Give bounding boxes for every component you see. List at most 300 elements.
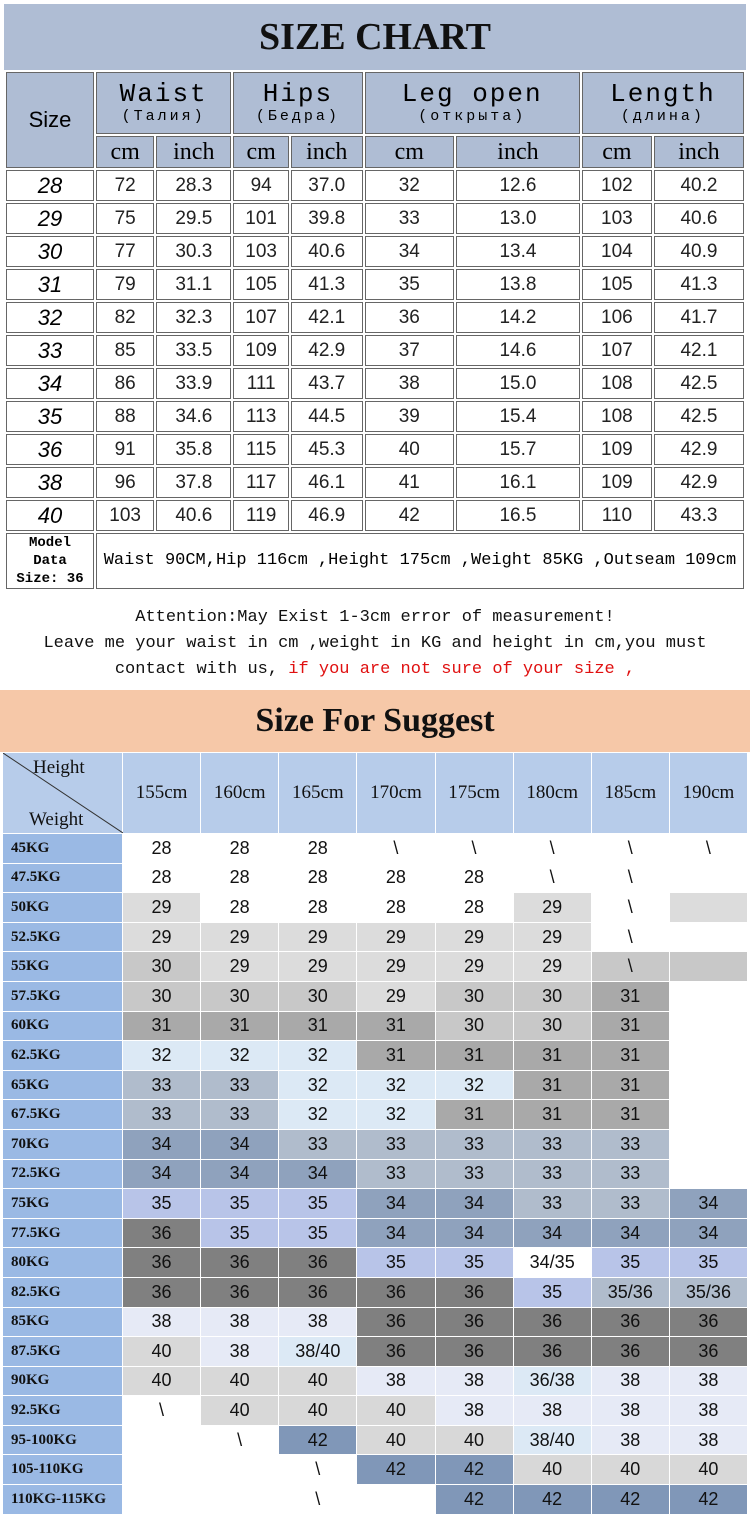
measurement-cell: 43.3 [654,500,744,531]
weight-label: 92.5KG [3,1396,123,1426]
measurement-cell: 110 [582,500,652,531]
suggested-size-cell: 38 [669,1396,747,1426]
weight-label: 60KG [3,1011,123,1041]
size-cell: 30 [6,236,94,267]
unit-inch: inch [654,136,744,168]
suggested-size-cell: 29 [435,922,513,952]
weight-label: 72.5KG [3,1159,123,1189]
weight-label: 87.5KG [3,1337,123,1367]
suggested-size-cell: 32 [279,1070,357,1100]
suggested-size-cell: 42 [591,1485,669,1515]
suggested-size-cell: 28 [201,834,279,864]
corner-weight-label: Weight [29,809,84,830]
suggested-size-cell [669,1159,747,1189]
size-row [6,335,744,366]
weight-row [3,1396,748,1426]
suggested-size-cell: 36 [357,1337,435,1367]
suggested-size-cell: 32 [435,1070,513,1100]
suggested-size-cell [669,981,747,1011]
measurement-cell: 31.1 [156,269,231,300]
suggested-size-cell: \ [123,1396,201,1426]
leg-open-header-en: Leg open [401,79,543,109]
hips-header-en: Hips [262,79,334,109]
suggested-size-cell: 28 [279,863,357,893]
measurement-cell: 13.0 [456,203,580,234]
measurement-cell: 109 [582,434,652,465]
size-suggest-section [0,690,750,1524]
suggested-size-cell: 42 [669,1485,747,1515]
model-data-row [6,533,744,589]
weight-label: 55KG [3,952,123,982]
measurement-cell: 103 [233,236,289,267]
suggested-size-cell: 36 [513,1307,591,1337]
weight-row [3,893,748,923]
length-header [582,72,744,134]
weight-row [3,1277,748,1307]
suggested-size-cell [669,1129,747,1159]
measurement-cell: 46.9 [291,500,363,531]
waist-header-ru: (Талия) [121,108,206,125]
suggested-size-cell: 33 [279,1129,357,1159]
weight-row [3,1011,748,1041]
suggested-size-cell: 38 [591,1366,669,1396]
suggested-size-cell: 31 [513,1100,591,1130]
suggested-size-cell: 29 [123,893,201,923]
suggested-size-cell: 38 [513,1396,591,1426]
suggested-size-cell: 33 [357,1129,435,1159]
measurement-cell: 102 [582,170,652,201]
suggested-size-cell: 36 [435,1307,513,1337]
suggested-size-cell: 28 [123,834,201,864]
suggested-size-cell: \ [669,834,747,864]
suggested-size-cell: 40 [279,1366,357,1396]
measurement-cell: 79 [96,269,154,300]
measurement-cell: 88 [96,401,154,432]
measurement-cell: 30.3 [156,236,231,267]
measurement-cell: 119 [233,500,289,531]
size-row [6,236,744,267]
suggested-size-cell: 42 [435,1485,513,1515]
suggested-size-cell: 36 [201,1277,279,1307]
measurement-cell: 15.0 [456,368,580,399]
suggested-size-cell: 36/38 [513,1366,591,1396]
size-cell: 40 [6,500,94,531]
suggested-size-cell: 42 [513,1485,591,1515]
size-row [6,368,744,399]
suggested-size-cell: 36 [357,1307,435,1337]
suggested-size-cell: 34/35 [513,1248,591,1278]
suggested-size-cell: 31 [591,1011,669,1041]
measurement-cell: 29.5 [156,203,231,234]
measurement-cell: 41.7 [654,302,744,333]
suggested-size-cell: 32 [201,1041,279,1071]
measurement-cell: 108 [582,368,652,399]
measurement-cell: 12.6 [456,170,580,201]
suggested-size-cell: 35 [435,1248,513,1278]
model-label-line: Data [33,553,67,569]
suggested-size-cell [669,952,747,982]
suggested-size-cell [669,863,747,893]
measurement-cell: 42.9 [654,434,744,465]
suggested-size-cell: \ [591,863,669,893]
measurement-cell: 108 [582,401,652,432]
measurement-cell: 41.3 [291,269,363,300]
measurement-cell: 109 [582,467,652,498]
suggested-size-cell: 29 [201,952,279,982]
suggested-size-cell: 29 [513,893,591,923]
suggested-size-cell [201,1485,279,1515]
suggested-size-cell: 36 [435,1337,513,1367]
suggested-size-cell [669,1011,747,1041]
measurement-cell: 16.1 [456,467,580,498]
suggested-size-cell: 29 [357,922,435,952]
measurement-cell: 106 [582,302,652,333]
measurement-cell: 109 [233,335,289,366]
weight-label: 82.5KG [3,1277,123,1307]
measurement-cell: 94 [233,170,289,201]
measurement-cell: 39.8 [291,203,363,234]
size-cell: 36 [6,434,94,465]
height-header: 165cm [279,753,357,834]
suggested-size-cell: 30 [435,1011,513,1041]
suggested-size-cell: 35 [279,1218,357,1248]
suggested-size-cell: 38/40 [279,1337,357,1367]
measurement-cell: 33 [365,203,455,234]
unsure-size-note: if you are not sure of your size , [288,660,636,679]
suggested-size-cell: 42 [279,1425,357,1455]
weight-label: 50KG [3,893,123,923]
suggested-size-cell: 36 [513,1337,591,1367]
suggested-size-cell: 42 [435,1455,513,1485]
suggested-size-cell: 33 [201,1070,279,1100]
suggested-size-cell: 40 [669,1455,747,1485]
suggested-size-cell: 29 [513,952,591,982]
size-suggest-table [2,752,748,1515]
weight-row [3,981,748,1011]
height-header: 190cm [669,753,747,834]
measurement-cell: 103 [582,203,652,234]
suggested-size-cell: \ [357,834,435,864]
hips-header [233,72,362,134]
suggested-size-cell: 35 [279,1189,357,1219]
suggested-size-cell: 38 [591,1425,669,1455]
waist-header-en: Waist [119,79,208,109]
measurement-cell: 13.8 [456,269,580,300]
weight-label: 62.5KG [3,1041,123,1071]
suggested-size-cell: 33 [591,1129,669,1159]
unit-inch: inch [291,136,363,168]
measurement-cell: 37.0 [291,170,363,201]
size-row [6,500,744,531]
measurement-cell: 113 [233,401,289,432]
model-data-label [6,533,94,589]
height-header: 155cm [123,753,201,834]
length-header-en: Length [610,79,716,109]
suggested-size-cell: 33 [123,1100,201,1130]
unit-cm: cm [365,136,455,168]
suggested-size-cell: 34 [201,1159,279,1189]
measurement-cell: 42.9 [654,467,744,498]
suggested-size-cell: 38 [201,1337,279,1367]
suggested-size-cell: 32 [279,1041,357,1071]
suggested-size-cell: 34 [201,1129,279,1159]
contact-note: Leave me your waist in cm ,weight in KG and height in cm,you must [43,634,707,653]
suggested-size-cell: 36 [669,1307,747,1337]
unit-inch: inch [156,136,231,168]
weight-row [3,1100,748,1130]
unit-inch: inch [456,136,580,168]
suggested-size-cell [123,1485,201,1515]
suggested-size-cell: \ [435,834,513,864]
suggested-size-cell: 30 [513,981,591,1011]
suggested-size-cell: 34 [669,1218,747,1248]
size-cell: 29 [6,203,94,234]
weight-row [3,1218,748,1248]
suggested-size-cell: 31 [591,1100,669,1130]
measurement-cell: 33.5 [156,335,231,366]
size-cell: 38 [6,467,94,498]
weight-label: 67.5KG [3,1100,123,1130]
size-row [6,467,744,498]
suggested-size-cell: 30 [513,1011,591,1041]
suggested-size-cell: 36 [201,1248,279,1278]
suggested-size-cell: 36 [591,1307,669,1337]
size-chart-title: SIZE CHART [4,4,746,70]
suggested-size-cell: 29 [435,952,513,982]
measurement-cell: 105 [582,269,652,300]
measurement-cell: 16.5 [456,500,580,531]
suggested-size-cell: \ [513,834,591,864]
measurement-cell: 46.1 [291,467,363,498]
measurement-cell: 15.4 [456,401,580,432]
weight-label: 57.5KG [3,981,123,1011]
size-row [6,302,744,333]
measurement-cell: 43.7 [291,368,363,399]
size-chart-table [4,70,746,591]
suggested-size-cell: 38 [357,1366,435,1396]
measurement-cell: 75 [96,203,154,234]
suggested-size-cell: 40 [123,1366,201,1396]
unit-cm: cm [582,136,652,168]
measurement-cell: 42 [365,500,455,531]
measurement-cell: 40.6 [156,500,231,531]
suggested-size-cell: 35 [123,1189,201,1219]
measurement-cell: 82 [96,302,154,333]
suggested-size-cell: 29 [279,922,357,952]
suggested-size-cell: 29 [123,922,201,952]
weight-row [3,1248,748,1278]
measurement-cell: 101 [233,203,289,234]
measurement-cell: 14.2 [456,302,580,333]
suggested-size-cell: 35 [201,1189,279,1219]
measurement-cell: 40 [365,434,455,465]
suggested-size-cell: 30 [201,981,279,1011]
weight-label: 45KG [3,834,123,864]
attention-note: Attention:May Exist 1-3cm error of measurement! [135,608,615,627]
suggested-size-cell: 35 [513,1277,591,1307]
size-cell: 35 [6,401,94,432]
measurement-cell: 33.9 [156,368,231,399]
suggested-size-cell: 33 [513,1159,591,1189]
weight-label: 85KG [3,1307,123,1337]
size-row [6,434,744,465]
weight-label: 75KG [3,1189,123,1219]
weight-label: 52.5KG [3,922,123,952]
suggested-size-cell: 40 [201,1396,279,1426]
length-header-ru: (длина) [620,108,705,125]
weight-label: 77.5KG [3,1218,123,1248]
measurement-cell: 85 [96,335,154,366]
suggested-size-cell: 31 [591,1070,669,1100]
suggested-size-cell: 36 [435,1277,513,1307]
suggested-size-cell: \ [201,1425,279,1455]
suggested-size-cell: 35 [201,1218,279,1248]
weight-row [3,1366,748,1396]
leg-open-header-ru: (открыта) [418,108,527,125]
suggested-size-cell: 33 [591,1159,669,1189]
measurement-cell: 36 [365,302,455,333]
waist-header [96,72,231,134]
measurement-cell: 105 [233,269,289,300]
size-row [6,203,744,234]
measurement-cell: 115 [233,434,289,465]
measurement-cell: 40.6 [654,203,744,234]
suggested-size-cell: 31 [591,981,669,1011]
measurement-cell: 41.3 [654,269,744,300]
suggested-size-cell: 36 [279,1248,357,1278]
suggested-size-cell: 40 [357,1396,435,1426]
weight-label: 47.5KG [3,863,123,893]
suggested-size-cell: \ [591,952,669,982]
hips-header-ru: (Бедра) [255,108,340,125]
measurement-cell: 32 [365,170,455,201]
suggested-size-cell: 28 [435,863,513,893]
height-header: 170cm [357,753,435,834]
suggested-size-cell: 33 [357,1159,435,1189]
suggested-size-cell [669,1100,747,1130]
weight-label: 90KG [3,1366,123,1396]
measurement-cell: 42.5 [654,401,744,432]
measurement-cell: 42.1 [291,302,363,333]
suggested-size-cell: 30 [123,952,201,982]
weight-row [3,1159,748,1189]
size-cell: 32 [6,302,94,333]
suggested-size-cell: 28 [279,893,357,923]
suggested-size-cell: 29 [201,922,279,952]
suggested-size-cell: \ [591,893,669,923]
suggested-size-cell: 28 [357,863,435,893]
suggested-size-cell: 34 [357,1189,435,1219]
weight-row [3,1070,748,1100]
suggested-size-cell: 34 [669,1189,747,1219]
suggested-size-cell: 36 [123,1218,201,1248]
suggested-size-cell: \ [279,1455,357,1485]
suggested-size-cell: 36 [123,1248,201,1278]
suggested-size-cell: 35/36 [591,1277,669,1307]
suggested-size-cell: 34 [513,1218,591,1248]
suggested-size-cell: 36 [357,1277,435,1307]
suggested-size-cell: \ [591,922,669,952]
suggested-size-cell: 34 [279,1159,357,1189]
height-header: 185cm [591,753,669,834]
weight-label: 65KG [3,1070,123,1100]
suggested-size-cell: 38 [435,1396,513,1426]
measurement-cell: 111 [233,368,289,399]
measurement-cell: 42.5 [654,368,744,399]
suggested-size-cell: 38/40 [513,1425,591,1455]
suggested-size-cell [669,893,747,923]
measurement-cell: 42.1 [654,335,744,366]
measurement-cell: 41 [365,467,455,498]
measurement-cell: 15.7 [456,434,580,465]
measurement-cell: 77 [96,236,154,267]
weight-row [3,922,748,952]
height-header: 160cm [201,753,279,834]
suggested-size-cell: 38 [591,1396,669,1426]
weight-row [3,1337,748,1367]
weight-row [3,952,748,982]
suggested-size-cell: 33 [201,1100,279,1130]
size-header: Size [6,72,94,168]
weight-label: 105-110KG [3,1455,123,1485]
measurement-cell: 96 [96,467,154,498]
suggested-size-cell: 34 [591,1218,669,1248]
suggested-size-cell [201,1455,279,1485]
measurement-cell: 103 [96,500,154,531]
size-row [6,170,744,201]
measurement-cell: 40.2 [654,170,744,201]
model-label-line: Model [28,535,71,551]
weight-row [3,1129,748,1159]
suggested-size-cell: 40 [123,1337,201,1367]
suggested-size-cell: 33 [513,1129,591,1159]
suggested-size-cell: 31 [435,1041,513,1071]
suggested-size-cell: 33 [435,1129,513,1159]
model-data-text: Waist 90CM,Hip 116cm ,Height 175cm ,Weight 85KG ,Outseam 109cm [96,533,744,589]
weight-row [3,1425,748,1455]
suggested-size-cell: 33 [513,1189,591,1219]
suggested-size-cell: \ [513,863,591,893]
suggested-size-cell: 30 [279,981,357,1011]
suggested-size-cell: 36 [669,1337,747,1367]
measurement-cell: 14.6 [456,335,580,366]
suggested-size-cell: 28 [201,893,279,923]
suggested-size-cell [357,1485,435,1515]
measurement-cell: 38 [365,368,455,399]
suggested-size-cell: 29 [513,922,591,952]
suggested-size-cell: 29 [279,952,357,982]
suggested-size-cell: 32 [357,1070,435,1100]
suggested-size-cell: 38 [669,1425,747,1455]
suggested-size-cell: 36 [591,1337,669,1367]
measurement-cell: 34 [365,236,455,267]
size-row [6,401,744,432]
weight-row [3,834,748,864]
suggested-size-cell: 31 [513,1070,591,1100]
weight-label: 70KG [3,1129,123,1159]
suggested-size-cell: 30 [435,981,513,1011]
suggested-size-cell: 35 [357,1248,435,1278]
suggested-size-cell: 32 [279,1100,357,1130]
measurement-cell: 40.6 [291,236,363,267]
suggested-size-cell: 28 [123,863,201,893]
suggested-size-cell: 34 [435,1189,513,1219]
suggested-size-cell [123,1455,201,1485]
suggested-size-cell: 34 [357,1218,435,1248]
unit-cm: cm [96,136,154,168]
suggested-size-cell: 28 [357,893,435,923]
suggested-size-cell: 40 [435,1425,513,1455]
